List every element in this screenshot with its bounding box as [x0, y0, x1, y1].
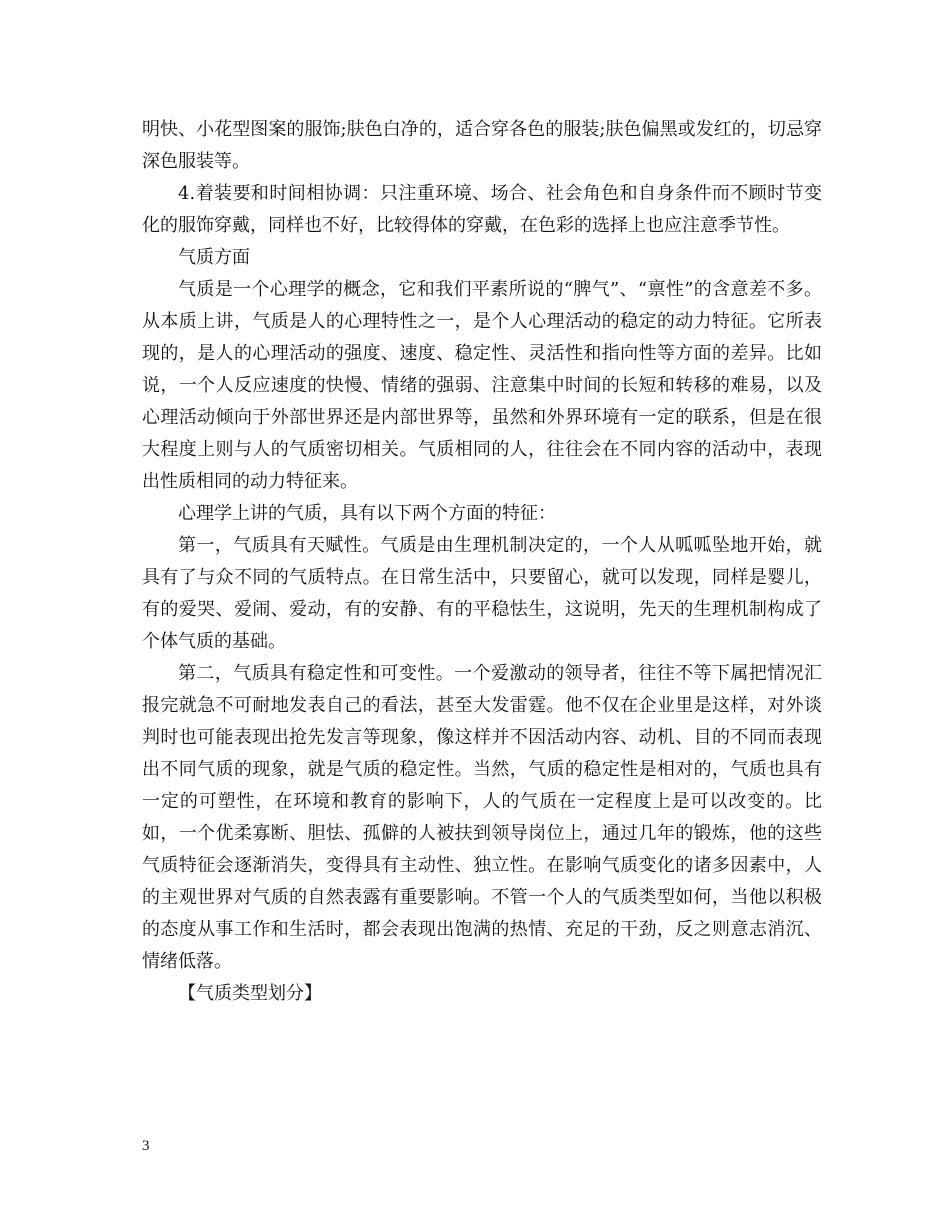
body-text: [142, 114, 822, 1010]
paragraph-feature-innate: 第一，气质具有天赋性。气质是由生理机制决定的，一个人从呱呱坠地开始，就具有了与众不同的气质特点。在日常生活中，只要留心，就可以发现，同样是婴儿，有的爱哭、爱闹、爱动，有的安静、有的平稳怯生，这说明，先天的生理机制构成了个体气质的基础。: [142, 535, 822, 652]
paragraph-attire-time: 4.着装要和时间相协调：只注重环境、场合、社会角色和自身条件而不顾时节变化的服饰穿戴，同样也不好，比较得体的穿戴，在色彩的选择上也应注意季节性。: [142, 183, 822, 236]
page-number: 3: [142, 1138, 150, 1154]
paragraph-feature-stability: 第二，气质具有稳定性和可变性。一个爱激动的领导者，往往不等下属把情况汇报完就急不可耐地发表自己的看法，甚至大发雷霆。他不仅在企业里是这样，对外谈判时也可能表现出抢先发言等现象，像这样并不因活动内容、动机、目的不同而表现出不同气质的现象，就是气质的稳定性。当然，气质的稳定性是相对的，气质也具有一定的可塑性，在环境和教育的影响下，人的气质在一定程度上是可以改变的。比如，一个优柔寡断、胆怯、孤僻的人被扶到领导岗位上，通过几年的锻炼，他的这些气质特征会逐渐消失，变得具有主动性、独立性。在影响气质变化的诸多因素中，人的主观世界对气质的自然表露有重要影响。不管一个人的气质类型如何，当他以积极的态度从事工作和生活时，都会表现出饱满的热情、充足的干劲，反之则意志消沉、情绪低落。: [142, 663, 822, 972]
paragraph-two-features-intro: 心理学上讲的气质，具有以下两个方面的特征：: [178, 503, 556, 524]
paragraph-continuation: 明快、小花型图案的服饰;肤色白净的，适合穿各色的服装;肤色偏黑或发红的，切忌穿深色服装等。: [142, 119, 822, 172]
section-heading-temperament: 气质方面: [178, 247, 250, 268]
section-heading-types: 【气质类型划分】: [178, 983, 322, 1004]
paragraph-temperament-definition: 气质是一个心理学的概念，它和我们平素所说的“脾气”、“禀性”的含意差不多。从本质上讲，气质是人的心理特性之一，是个人心理活动的稳定的动力特征。它所表现的，是人的心理活动的强度、速度、稳定性、灵活性和指向性等方面的差异。比如说，一个人反应速度的快慢、情绪的强弱、注意集中时间的长短和转移的难易，以及心理活动倾向于外部世界还是内部世界等，虽然和外界环境有一定的联系，但是在很大程度上则与人的气质密切相关。气质相同的人，往往会在不同内容的活动中，表现出性质相同的动力特征来。: [142, 279, 822, 492]
